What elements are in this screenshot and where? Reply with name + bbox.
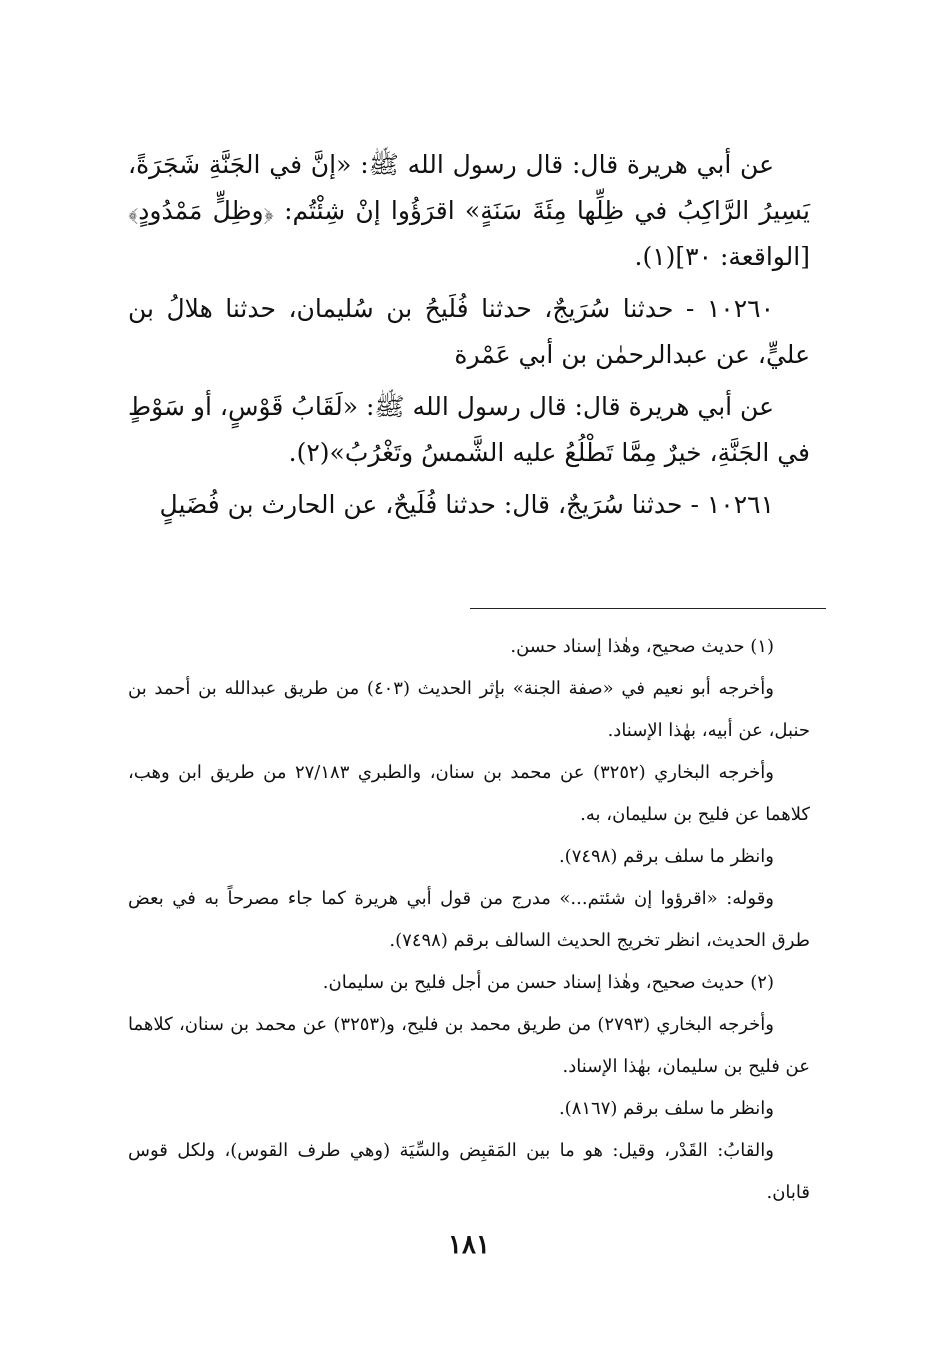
footnote-2-definition: والقابُ: القَدْر، وقيل: هو ما بين المَقبِض والسِّيَة (وهي طرف القوس)، ولكل قوس قابان. xyxy=(128,1140,810,1203)
footnote-1-note: وقوله: «اقرؤوا إن شئتم...» مدرج من قول أبي هريرة كما جاء مصرحاً به في بعض طرق الحديث، انظر تخريج الحديث السالف برقم (٧٤٩٨). xyxy=(128,888,810,951)
footnote-2-see-also: وانظر ما سلف برقم (٨١٦٧). xyxy=(558,1098,774,1119)
footnote-1-grade: (١) حديث صحيح، وهٰذا إسناد حسن. xyxy=(510,636,774,657)
footnote-1-abunuaym: وأخرجه أبو نعيم في «صفة الجنة» بإثر الحديث (٤٠٣) من طريق عبدالله بن أحمد بن حنبل، عن أبيه، بهٰذا الإسناد. xyxy=(128,678,810,741)
hadith-text-2: عن أبي هريرة قال: قال رسول الله ﷺ: «لَقَابُ قَوْسٍ، أو سَوْطٍ في الجَنَّةِ، خيرٌ مِمَّا تَطْلُعُ عليه الشَّمسُ وتَغْرُبُ»(٢). xyxy=(128,392,810,467)
footnote-2-grade: (٢) حديث صحيح، وهٰذا إسناد حسن من أجل فليح بن سليمان. xyxy=(322,972,774,993)
footnote-1-bukhari: وأخرجه البخاري (٣٢٥٢) عن محمد بن سنان، والطبري ٢٧/١٨٣ من طريق ابن وهب، كلاهما عن فليح بن سليمان، به. xyxy=(128,762,810,825)
footnote-2-bukhari: وأخرجه البخاري (٢٧٩٣) من طريق محمد بن فليح، و(٣٢٥٣) عن محمد بن سنان، كلاهما عن فليح بن سليمان، بهٰذا الإسناد. xyxy=(128,1014,810,1077)
page-number: ١٨١ xyxy=(448,1230,490,1260)
main-text xyxy=(128,142,810,528)
hadith-isnad-10260: ١٠٢٦٠ - حدثنا سُرَيجٌ، حدثنا فُلَيحُ بن سُليمان، حدثنا هلالُ بن عليٍّ، عن عبدالرحمٰن بن أبي عَمْرة xyxy=(128,294,810,369)
footnote-1-see-also: وانظر ما سلف برقم (٧٤٩٨). xyxy=(558,846,774,867)
hadith-isnad-10261: ١٠٢٦١ - حدثنا سُرَيجٌ، قال: حدثنا فُلَيحٌ، عن الحارث بن فُضَيلٍ xyxy=(159,490,774,519)
footnotes xyxy=(128,626,810,1214)
footnote-divider xyxy=(470,608,826,609)
hadith-text-1: عن أبي هريرة قال: قال رسول الله ﷺ: «إنَّ في الجَنَّةِ شَجَرَةً، يَسِيرُ الرَّاكِبُ في ظِلِّها مِئَةَ سَنَةٍ» اقرَؤُوا إنْ شِئْتُم: ﴿وظِلٍّ مَمْدُودٍ﴾ [الواقعة: ٣٠](١). xyxy=(128,150,810,271)
